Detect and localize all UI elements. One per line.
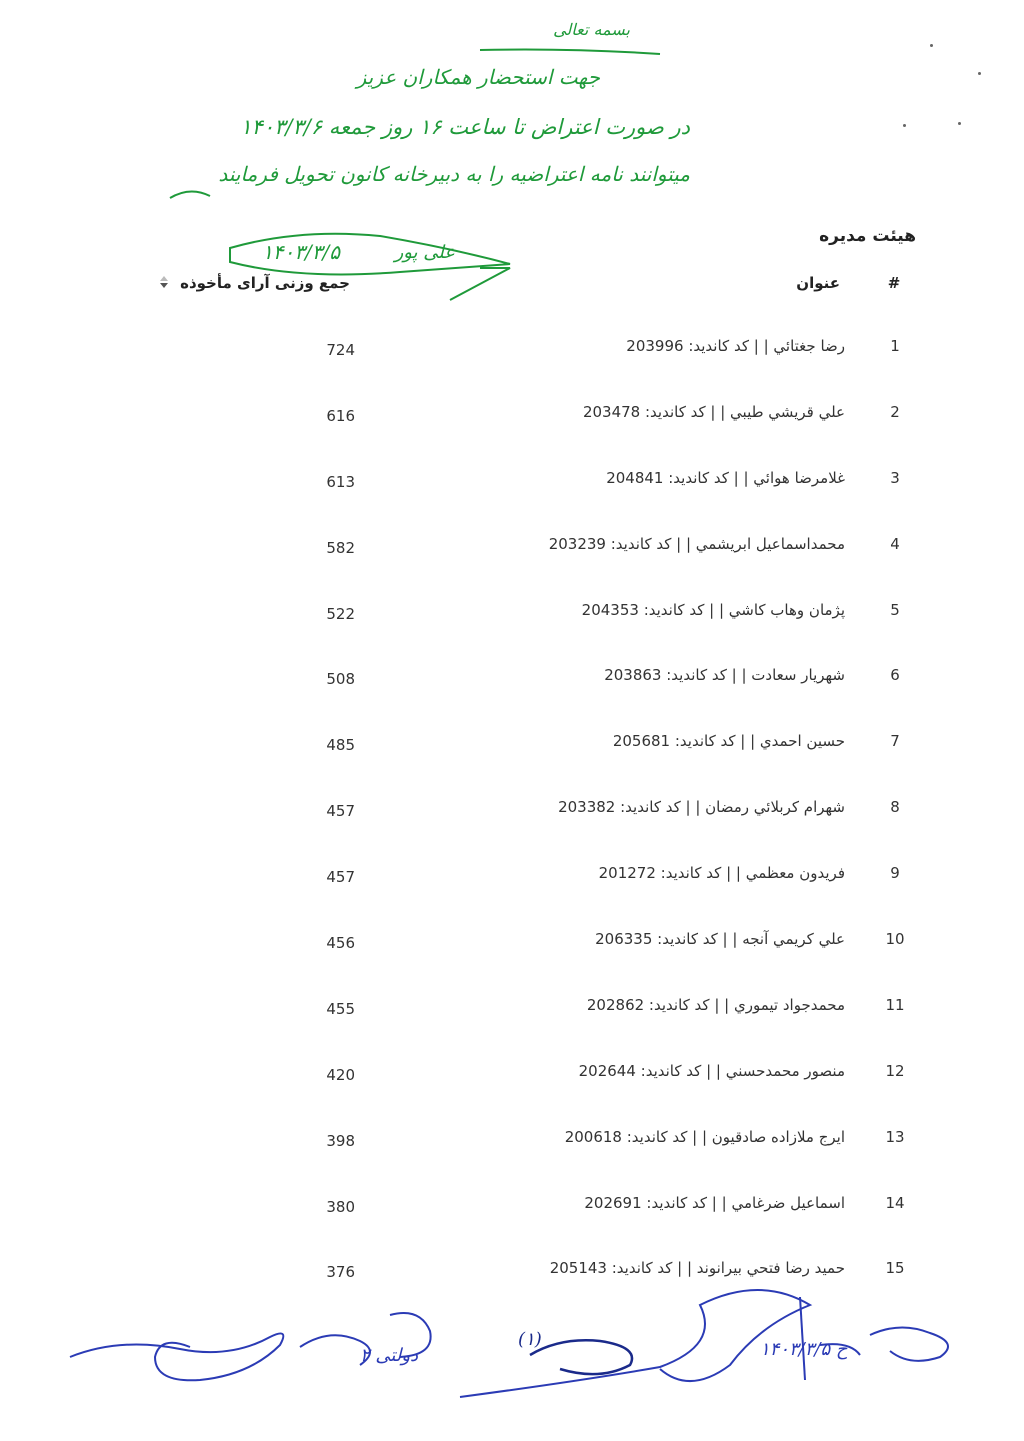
row-title: شهريار سعادت | | كد كانديد: 203863 [604,666,845,685]
handwritten-line: در صورت اعتراض تا ساعت ۱۶ روز جمعه ۱۴۰۳/۳/۶ [240,115,690,139]
row-votes: 616 [326,406,355,425]
row-title: علي قريشي طيبي | | كد كانديد: 203478 [582,402,845,421]
row-votes: 613 [326,472,355,491]
row-title: فريدون معظمي | | كد كانديد: 201272 [598,864,845,883]
row-votes: 508 [326,670,355,689]
handwritten-line: بسمه تعالی [553,20,630,39]
table-row [0,447,1024,513]
handwritten-line: میتوانند نامه اعتراضیه را به دبیرخانه کانون تحویل فرمایند [218,162,690,186]
scan-speck [930,44,933,47]
handwritten-line: جهت استحضار همکاران عزیز [356,65,600,89]
column-header-title: عنوان [796,274,840,292]
handwritten-line: علی پور [394,242,455,263]
signature-label: دولتی ۲ [360,1345,419,1366]
scan-speck [978,72,981,75]
signature-label: خ ۱۴۰۳/۳/۵ [760,1339,848,1360]
table-row [0,579,1024,645]
signature-label: (۱) [518,1329,542,1350]
row-title: حسين احمدي | | كد كانديد: 205681 [612,732,845,751]
table-row [0,513,1024,579]
table-row [0,1106,1024,1172]
row-index: 7 [890,732,900,751]
row-title: محمدجواد تيموري | | كد كانديد: 202862 [586,995,845,1014]
table-row [0,842,1024,908]
table-row [0,776,1024,842]
row-index: 15 [885,1259,905,1278]
table-row [0,644,1024,710]
section-title: هیئت مدیره [819,226,916,246]
handwritten-note [150,10,710,310]
table-row [0,315,1024,381]
table-row [0,1172,1024,1238]
row-votes: 457 [326,868,355,887]
row-title: محمداسماعيل ابريشمي | | كد كانديد: 203239 [548,534,845,553]
table-row [0,974,1024,1040]
row-votes: 485 [326,736,355,755]
scan-speck [903,124,906,127]
column-header-votes[interactable] [150,274,350,293]
row-votes: 724 [326,341,355,359]
column-header-votes-label: جمع وزنی آرای مأخوذه [180,274,350,292]
row-title: رضا جغتائي | | كد كانديد: 203996 [626,337,845,355]
signatures-area [60,1285,970,1425]
row-index: 4 [890,534,900,553]
scan-speck [958,122,961,125]
sort-arrows-icon[interactable] [159,275,169,293]
table-row [0,710,1024,776]
table-row [0,381,1024,447]
handwritten-line: ۱۴۰۳/۳/۵ [262,240,340,264]
row-index: 13 [885,1127,905,1146]
row-index: 11 [885,995,905,1014]
handwritten-underlines [150,10,710,310]
row-index: 3 [890,468,900,487]
row-title: غلامرضا هوائي | | كد كانديد: 204841 [606,468,845,487]
row-votes: 456 [326,934,355,953]
table-row [0,1040,1024,1106]
row-title: حميد رضا فتحي بيرانوند | | كد كانديد: 205143 [549,1259,845,1278]
row-votes: 457 [326,802,355,821]
row-votes: 380 [326,1197,355,1216]
row-index: 8 [890,798,900,817]
row-index: 14 [885,1193,905,1212]
row-title: پژمان وهاب كاشي | | كد كانديد: 204353 [581,600,845,619]
row-index: 10 [885,930,905,949]
row-votes: 522 [326,604,355,623]
row-index: 2 [890,402,900,421]
table-row [0,908,1024,974]
row-title: منصور محمدحسني | | كد كانديد: 202644 [578,1061,845,1080]
row-votes: 420 [326,1065,355,1084]
row-index: 6 [890,666,900,685]
row-title: علي كريمي آنجه | | كد كانديد: 206335 [595,930,845,949]
row-votes: 455 [326,999,355,1018]
row-index: 12 [885,1061,905,1080]
row-index: 9 [890,864,900,883]
row-votes: 582 [326,538,355,557]
row-title: ايرج ملازاده صادقيون | | كد كانديد: 200618 [564,1127,845,1146]
row-votes: 376 [326,1263,355,1282]
table-header [0,270,1024,300]
row-index: 1 [890,337,900,355]
row-index: 5 [890,600,900,619]
row-title: شهرام كربلائي رمضان | | كد كانديد: 203382 [558,798,845,817]
results-table-body [0,315,1024,1303]
row-title: اسماعيل ضرغامي | | كد كانديد: 202691 [584,1193,845,1212]
row-votes: 398 [326,1131,355,1150]
column-header-index: # [887,274,901,292]
